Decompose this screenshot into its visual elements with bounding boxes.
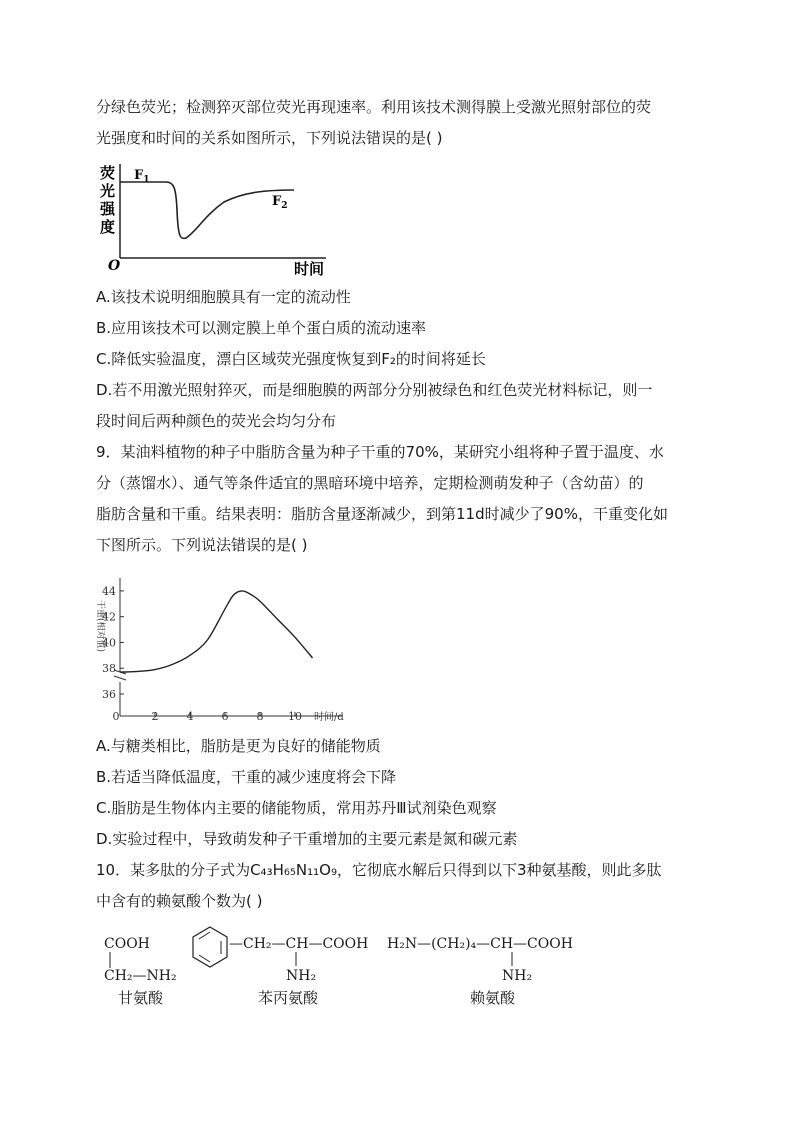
- q9-stem-line-4: 下图所示。下列说法错误的是( ): [96, 536, 308, 554]
- phenylalanine-chain: —CH₂—CH—COOH: [229, 936, 369, 952]
- fig1-ylabel-char: 荧: [100, 164, 116, 182]
- phenylalanine-name: 苯丙氨酸: [258, 989, 319, 1007]
- chart2-x-tick-label: 0: [112, 710, 120, 723]
- chart2-y-tick-label: 42: [102, 610, 116, 624]
- glycine-cooh: COOH: [104, 936, 150, 952]
- q8-option-d: D.若不用激光照射猝灭，而是细胞膜的两部分分别被绿色和红色荧光材料标记，则一: [96, 381, 653, 399]
- lysine-name: 赖氨酸: [470, 989, 516, 1007]
- chart2-y-tick-label: 40: [102, 636, 116, 650]
- q9-stem-line-3: 脂肪含量和干重。结果表明：脂肪含量逐渐减少，到第11d时减少了90%，干重变化如: [96, 505, 668, 523]
- q9-stem-line-2: 分（蒸馏水）、通气等条件适宜的黑暗环境中培养，定期检测萌发种子（含幼苗）的: [96, 474, 644, 492]
- fig1-ylabel-char: 光: [100, 182, 116, 200]
- q9-option-b: B.若适当降低温度，干重的减少速度将会下降: [96, 768, 397, 786]
- chart2-x-tick-label: 8: [256, 710, 264, 723]
- glycine-name: 甘氨酸: [118, 989, 164, 1007]
- fig1-origin: O: [108, 258, 121, 274]
- phenylalanine-nh2: NH₂: [286, 968, 317, 984]
- chart2-y-tick-label: 44: [102, 584, 116, 598]
- chart2-y-tick-label: 36: [102, 688, 116, 701]
- fig1-f2-label: $F_2$: [272, 194, 288, 211]
- chart2-x-tick-label: 6: [221, 710, 229, 723]
- q8-option-c: C.降低实验温度，漂白区域荧光强度恢复到F₂的时间将延长: [96, 350, 486, 368]
- chart2-series-line: [120, 591, 313, 672]
- q10-stem-line-2: 中含有的赖氨酸个数为( ): [96, 892, 263, 910]
- chart2-x-tick-label: 4: [186, 710, 194, 723]
- intro-line-1: 分绿色荧光；检测猝灭部位荧光再现速率。利用该技术测得膜上受激光照射部位的荧: [96, 98, 652, 116]
- chart2-x-tick-label: 2: [151, 710, 159, 723]
- q10-stem-line-1: 10．某多肽的分子式为C₄₃H₆₅N₁₁O₉，它彻底水解后只得到以下3种氨基酸，则此多肽: [96, 861, 662, 879]
- glycine-ch2nh2: CH₂—NH₂: [104, 968, 177, 984]
- fig1-ylabel-char: 强: [100, 200, 116, 218]
- dry-weight-chart: [92, 570, 362, 730]
- q8-option-b: B.应用该技术可以测定膜上单个蛋白质的流动速率: [96, 319, 427, 337]
- q9-option-d: D.实验过程中，导致萌发种子干重增加的主要元素是氮和碳元素: [96, 830, 518, 848]
- fig1-xlabel: 时间: [294, 260, 325, 278]
- fluorescence-figure: [94, 160, 344, 280]
- q9-stem-line-1: 9．某油料植物的种子中脂肪含量为种子干重的70%，某研究小组将种子置于温度、水: [96, 443, 664, 461]
- fig1-curve: [120, 182, 294, 238]
- lysine-nh2: NH₂: [502, 968, 533, 984]
- chart2-x-tick-label: 10: [288, 710, 302, 723]
- q9-option-c: C.脂肪是生物体内主要的储能物质，常用苏丹Ⅲ试剂染色观察: [96, 799, 497, 817]
- fig1-ylabel-char: 度: [100, 218, 116, 236]
- q8-option-a: A.该技术说明细胞膜具有一定的流动性: [96, 288, 351, 306]
- lysine-chain: H₂N—(CH₂)₄—CH—COOH: [387, 936, 573, 952]
- fig1-f1-label: $F_1$: [134, 168, 150, 185]
- q9-option-a: A.与糖类相比，脂肪是更为良好的储能物质: [96, 737, 381, 755]
- chart2-xlabel: 时间/d: [314, 712, 344, 723]
- q8-option-d-cont: 段时间后两种颜色的荧光会均匀分布: [96, 412, 337, 430]
- chart2-ylabel: 干重(相对值): [95, 599, 105, 653]
- chart2-y-tick-label: 38: [102, 662, 116, 676]
- intro-line-2: 光强度和时间的关系如图所示，下列说法错误的是( ): [96, 129, 443, 147]
